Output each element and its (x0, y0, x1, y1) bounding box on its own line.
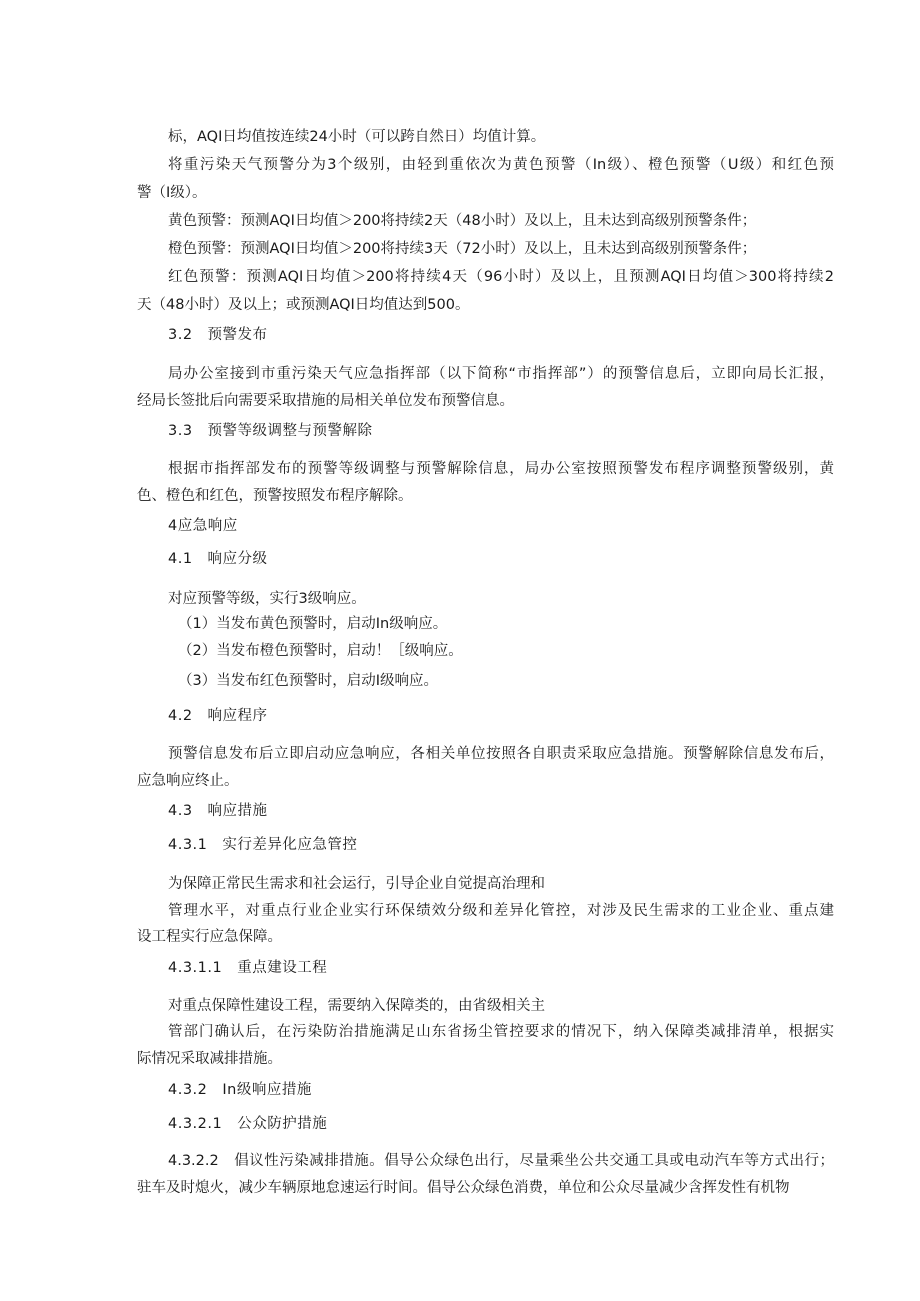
section-heading: 4.1 响应分级 (168, 551, 268, 567)
text-line: 设工程实行应急保障。 (137, 929, 282, 945)
text-line: 际情况采取减排措施。 (137, 1051, 282, 1067)
list-item: （1）当发布黄色预警时，启动In级响应。 (178, 616, 448, 632)
section-heading: 4.3 响应措施 (168, 803, 268, 819)
section-heading: 3.3 预警等级调整与预警解除 (168, 423, 373, 439)
text-line: 色、橙色和红色，预警按照发布程序解除。 (137, 488, 413, 504)
text-line: 红色预警：预测AQI日均值＞200将持续4天（96小时）及以上，且预测AQI日均值＞300将持续2 (168, 269, 834, 285)
section-heading: 4.3.2 In级响应措施 (168, 1082, 312, 1098)
text-line: 应急响应终止。 (137, 773, 239, 789)
text-line: 对应预警等级，实行3级响应。 (168, 591, 366, 607)
list-item: （3）当发布红色预警时，启动I级响应。 (178, 673, 439, 689)
list-item: （2）当发布橙色预警时，启动！［级响应。 (178, 643, 463, 659)
text-line: 橙色预警：预测AQI日均值＞200将持续3天（72小时）及以上，且未达到高级别预警条件； (168, 241, 757, 257)
text-line: 天（48小时）及以上；或预测AQI日均值达到500。 (137, 297, 470, 313)
section-heading: 4.3.2.1 公众防护措施 (168, 1116, 328, 1132)
section-heading: 4.3.1.1 重点建设工程 (168, 960, 328, 976)
section-heading: 4.3.1 实行差异化应急管控 (168, 837, 358, 853)
text-line: 预警信息发布后立即启动应急响应，各相关单位按照各自职责采取应急措施。预警解除信息发布后， (168, 746, 834, 762)
text-line: 对重点保障性建设工程，需要纳入保障类的，由省级相关主 (168, 998, 545, 1014)
text-line: 驻车及时熄火，减少车辆原地怠速运行时间。倡导公众绿色消费，单位和公众尽量减少含挥发性有机物 (137, 1180, 790, 1196)
text-line: 根据市指挥部发布的预警等级调整与预警解除信息，局办公室按照预警发布程序调整预警级别，黄 (168, 461, 834, 477)
text-line: 标，AQI日均值按连续24小时（可以跨自然日）均值计算。 (168, 129, 546, 145)
text-line: 为保障正常民生需求和社会运行，引导企业自觉提高治理和 (168, 876, 545, 892)
text-line: 4.3.2.2 倡议性污染减排措施。倡导公众绿色出行，尽量乘坐公共交通工具或电动汽车等方式出行； (168, 1153, 834, 1169)
text-line: 管部门确认后，在污染防治措施满足山东省扬尘管控要求的情况下，纳入保障类减排清单，根据实 (168, 1024, 834, 1040)
text-line: 黄色预警：预测AQI日均值＞200将持续2天（48小时）及以上，且未达到高级别预警条件； (168, 213, 757, 229)
section-heading: 4应急响应 (168, 518, 238, 534)
text-line: 管理水平，对重点行业企业实行环保绩效分级和差异化管控，对涉及民生需求的工业企业、重点建 (168, 903, 834, 919)
section-heading: 3.2 预警发布 (168, 327, 268, 343)
text-line: 经局长签批后向需要采取措施的局相关单位发布预警信息。 (137, 393, 514, 409)
section-heading: 4.2 响应程序 (168, 708, 268, 724)
text-line: 将重污染天气预警分为3个级别，由轻到重依次为黄色预警（In级）、橙色预警（U级）和红色预 (168, 157, 834, 173)
text-line: 警（I级）。 (137, 185, 207, 201)
text-line: 局办公室接到市重污染天气应急指挥部（以下简称“市指挥部”）的预警信息后，立即向局长汇报， (168, 366, 834, 382)
